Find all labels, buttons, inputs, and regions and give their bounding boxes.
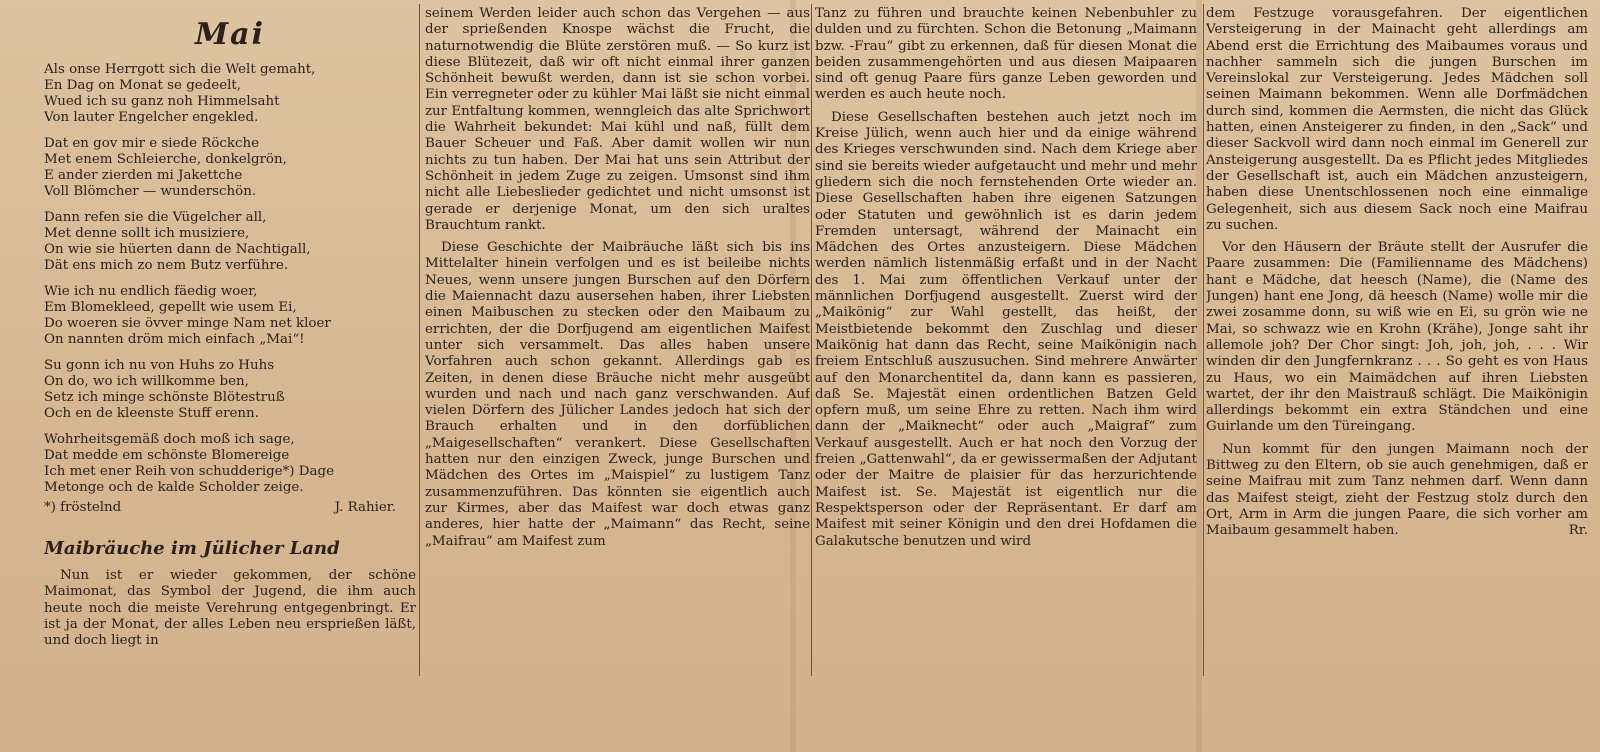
- poem-line: Dat en gov mir e siede Röckche: [44, 136, 260, 151]
- poem-line: Wued ich su ganz noh Himmelsaht: [44, 94, 280, 109]
- poem-line: Su gonn ich nu von Huhs zo Huhs: [44, 358, 275, 373]
- poem-stanza: [44, 136, 416, 200]
- poem-line: On wie sie hüerten dann de Nachtigall,: [44, 242, 311, 257]
- poem-line: Met denne sollt ich musiziere,: [44, 226, 250, 241]
- poem-line: Metonge och de kalde Scholder zeige.: [44, 480, 304, 495]
- poem-footer: [44, 500, 416, 516]
- poem-line: On do, wo ich willkomme ben,: [44, 374, 249, 389]
- poem-line: E ander zierden mi Jakettche: [44, 168, 243, 183]
- article-paragraph: dem Festzuge vorausgefahren. Der eigentlichen Versteigerung in der Mainacht geht allerdings am Abend erst die Errichtung des Maibaumes voraus und nachher sammeln sich die jungen Burschen im Vereinslokal zur Versteigerung. Jedes Mädchen soll seinen Maimann bekommen. Wenn alle Dorfmädchen durch sind, kommen die Aermsten, die nicht das Glück hatten, einen Ansteigerer zu finden, in den „Sack“ und dieser Sackvoll wird dann noch einmal im Generell zur Ansteigerung ausgestellt. Da es Pflicht jedes Mitgliedes der Gesellschaft ist, auch ein Mädchen anzusteigern, haben diese Unentschlossenen noch eine einmalige Gelegenheit, sich aus diesem Sack noch eine Maifrau zu suchen.: [1206, 6, 1588, 233]
- column-4: [1206, 6, 1588, 696]
- poem-line: Als onse Herrgott sich die Welt gemaht,: [44, 62, 316, 77]
- poem-line: Dat medde em schönste Blomereige: [44, 448, 290, 463]
- article-signature: Rr.: [1568, 523, 1588, 539]
- poem-line: Voll Blömcher — wunderschön.: [44, 184, 257, 199]
- column-rule: [1203, 4, 1204, 676]
- poem-line: Dann refen sie die Vügelcher all,: [44, 210, 267, 225]
- poem-line: Setz ich minge schönste Blötestruß: [44, 390, 285, 405]
- poem-author: J. Rahier.: [334, 500, 396, 515]
- poem-line: En Dag on Monat se gedeelt,: [44, 78, 242, 93]
- column-1: [44, 6, 416, 696]
- poem-line: On nannten dröm mich einfach „Mai“!: [44, 332, 305, 347]
- poem-line: Wie ich nu endlich fäedig woer,: [44, 284, 258, 299]
- poem-stanza: [44, 358, 416, 422]
- poem-stanza: [44, 284, 416, 348]
- column-rule: [419, 4, 420, 676]
- article-paragraph: Diese Gesellschaften bestehen auch jetzt noch im Kreise Jülich, wenn auch hier und da einige während des Krieges verschwunden sind. Nach dem Kriege aber sind sie bereits wieder aufgetaucht und mehr und mehr gliedern sich die noch fernstehenden Orte wieder an. Diese Gesellschaften haben ihre eigenen Satzungen oder Statuten und gewöhnlich ist es darin jedem Fremden untersagt, während der Mainacht ein Mädchen des Ortes anzusteigern. Diese Mädchen werden nämlich listenmäßig erfaßt und in der Nacht des 1. Mai zum öffentlichen Verkauf unter der männlichen Dorfjugend ausgestellt. Zuerst wird der „Maikönig“ zur Wahl gestellt, das heißt, der Meistbietende bekommt den Zuschlag und dieser Maikönig hat dann das Recht, seine Maikönigin nach freiem Entschluß auszusuchen. Sind mehrere Anwärter auf den Monarchentitel da, dann kann es passieren, daß Se. Majestät einen ordentlichen Batzen Geld opfern muß, um seine Ehre zu retten. Nach ihm wird dann der „Maiknecht“ oder auch „Maigraf“ zum Verkauf ausgestellt. Auch er hat noch den Vorzug der freien „Gattenwahl“, da er gewissermaßen der Adjutant oder der Maitre de plaisier für das herzurichtende Maifest ist. Se. Majestät ist eigentlich nur die Respektsperson oder der Repräsentant. Er darf am Maifest mit seiner Königin und den drei Hofdamen die Galakutsche benutzen und wird: [815, 109, 1197, 549]
- article-paragraph: seinem Werden leider auch schon das Vergehen — aus der sprießenden Knospe wächst die Frucht, die naturnotwendig die Blüte zerstören muß. — So kurz ist diese Blütezeit, daß wir oft nicht einmal ihrer ganzen Schönheit bewußt werden, dann ist sie schon vorbei. Ein verregneter oder zu kühler Mai läßt sie nicht einmal zur Entfaltung kommen, wenngleich das alte Sprichwort die Wahrheit bekundet: Mai kühl und naß, füllt dem Bauer Scheuer und Faß. Aber damit wollen wir nun nichts zu tun haben. Der Mai hat uns sein Attribut der Schönheit in jedem Zuge zu zeigen. Umsonst sind ihm nicht alle Liebeslieder gedichtet und nicht umsonst ist gerade er derjenige Monat, um den sich uraltes Brauchtum rankt.: [425, 6, 810, 233]
- column-3: [815, 6, 1197, 696]
- poem-stanza: [44, 62, 416, 126]
- article-title: Maibräuche im Jülicher Land: [44, 538, 340, 559]
- poem-line: Met enem Schleierche, donkelgrön,: [44, 152, 287, 167]
- poem-line: Wohrheitsgemäß doch moß ich sage,: [44, 432, 295, 447]
- poem-line: Och en de kleenste Stuff erenn.: [44, 406, 259, 421]
- poem-stanza: [44, 432, 416, 496]
- poem-line: Ich met ener Reih von schudderige*) Dage: [44, 464, 334, 479]
- column-2: [425, 6, 810, 696]
- article-closing: [1206, 442, 1588, 540]
- poem-title: Mai: [194, 17, 266, 52]
- column-rule: [811, 4, 812, 676]
- article-paragraph: Nun ist er wieder gekommen, der schöne Maimonat, das Symbol der Jugend, die ihm auch heute noch die meiste Verehrung entgegenbringt. Er ist ja der Monat, der alles Leben neu ersprießen läßt, und doch liegt in: [44, 568, 416, 649]
- poem-stanza: [44, 210, 416, 274]
- poem-line: Dät ens mich zo nem Butz verführe.: [44, 258, 289, 273]
- poem-line: Do woeren sie övver minge Nam net kloer: [44, 316, 331, 331]
- article-paragraph: Tanz zu führen und brauchte keinen Nebenbuhler zu dulden und zu fürchten. Schon die Betonung „Maimann bzw. -Frau“ gibt zu erkennen, daß für diesen Monat die beiden zusammengehörten und aus diesen Maipaaren sind oft genug Paare fürs ganze Leben geworden und werden es auch heute noch.: [815, 6, 1197, 103]
- article-paragraph: Diese Geschichte der Maibräuche läßt sich bis ins Mittelalter hinein verfolgen und es ist beileibe nichts Neues, wenn unsere jungen Burschen auf den Dörfern die Maiennacht dazu ausersehen haben, ihrer Liebsten einen Maibuschen zu stecken oder den Maibaum zu errichten, der die Dorfjugend am eigentlichen Maifest unter sich versammelt. Das alles haben unsere Vorfahren auch schon gekannt. Allerdings gab es Zeiten, in denen diese Bräuche nicht mehr ausgeübt wurden und nach und nach ganz verschwanden. Auf vielen Dörfern des Jülicher Landes jedoch hat sich der Brauch erhalten und in den dorfüblichen „Maigesellschaften“ verankert. Diese Gesellschaften hatten nur den einzigen Zweck, junge Burschen und Mädchen des Ortes im „Maispiel“ zu lustigem Tanz zusammenzuführen. Das könnten sie eigentlich auch zur Kirmes, aber das Maifest war doch etwas ganz anderes, hier hatte der „Maimann“ das Recht, seine „Maifrau“ am Maifest zum: [425, 240, 810, 549]
- poem-line: Em Blomekleed, gepellt wie usem Ei,: [44, 300, 297, 315]
- poem-line: Von lauter Engelcher engekled.: [44, 110, 259, 125]
- article-paragraph: Nun kommt für den jungen Maimann noch der Bittweg zu den Eltern, ob sie auch genehmigen, daß er seine Maifrau mit zum Tanz nehmen darf. Wenn dann das Maifest steigt, zieht der Festzug stolz durch den Ort, Arm in Arm die jungen Paare, die sich vorher am Maibaum gesammelt haben.: [1206, 441, 1588, 539]
- poem-footnote: *) fröstelnd: [44, 500, 122, 515]
- article-paragraph: Vor den Häusern der Bräute stellt der Ausrufer die Paare zusammen: Die (Familienname des Mädchens) hant e Mädche, dat heesch (Name), die (Name des Jungen) hant ene Jong, dä heesch (Name) wolle mir die zwei zosamme donn, su wiß wie en Ei, su grön wie ne Mai, so schwazz wie en Krohn (Krähe), Jonge saht ihr allemole joh? Der Chor singt: Joh, joh, joh, . . . Wir winden dir den Jungfernkranz . . . So geht es von Haus zu Haus, wo ein Maimädchen auf ihren Liebsten wartet, der ihr den Maistrauß schlägt. Die Maikönigin allerdings bekommt ein extra Ständchen und eine Guirlande um den Türeingang.: [1206, 240, 1588, 435]
